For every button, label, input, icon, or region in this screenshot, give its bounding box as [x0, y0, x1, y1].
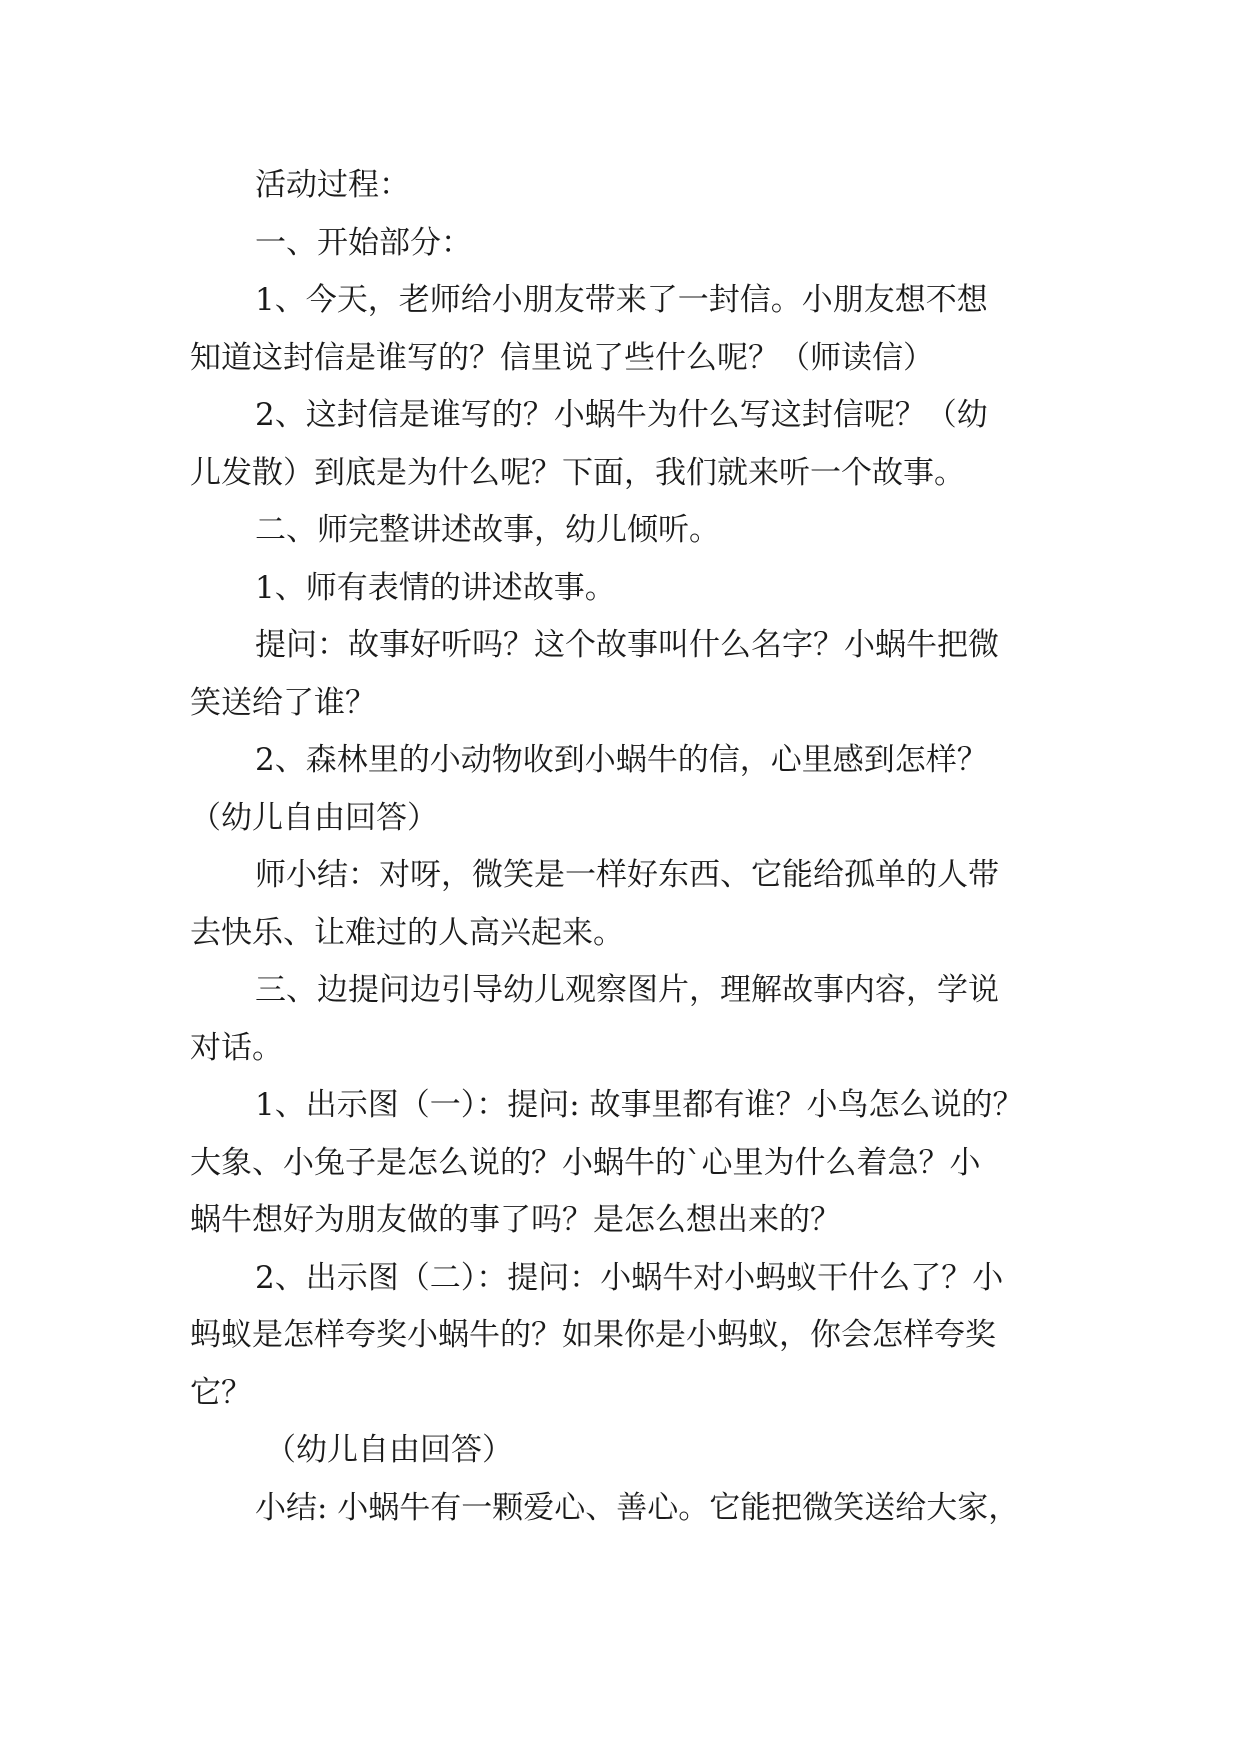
paragraph-line: 儿发散）到底是为什么呢？下面，我们就来听一个故事。	[190, 454, 965, 491]
paragraph	[190, 272, 1050, 387]
paragraph-line: 对话。	[190, 1029, 283, 1066]
paragraph	[190, 502, 1050, 560]
paragraph-line: 一、开始部分：	[255, 224, 472, 261]
paragraph	[190, 1422, 1050, 1480]
paragraph	[190, 617, 1050, 732]
paragraph-line: 蜗牛想好为朋友做的事了吗？是怎么想出来的？	[190, 1202, 841, 1238]
paragraph-line: 小结: 小蜗牛有一颗爱心、善心。它能把微笑送给大家，	[255, 1489, 1020, 1526]
paragraph-line: 1、今天，老师给小朋友带来了一封信。小朋友想不想	[255, 282, 988, 318]
paragraph-line: 去快乐、让难过的人高兴起来。	[190, 914, 624, 951]
paragraph-line: 1、师有表情的讲述故事。	[255, 569, 616, 606]
paragraph	[190, 1480, 1050, 1538]
paragraph-line: 三、边提问边引导幼儿观察图片，理解故事内容，学说	[255, 972, 999, 1008]
paragraph	[190, 847, 1050, 962]
paragraph	[190, 732, 1050, 847]
paragraph-line: 提问：故事好听吗？这个故事叫什么名字？小蜗牛把微	[255, 627, 999, 663]
paragraph	[190, 387, 1050, 502]
paragraph-line: 蚂蚁是怎样夸奖小蜗牛的？如果你是小蚂蚁，你会怎样夸奖	[190, 1317, 996, 1353]
paragraph	[190, 560, 1050, 618]
paragraph-line: 2、这封信是谁写的？小蜗牛为什么写这封信呢？（幼	[255, 397, 988, 433]
paragraph-line: 1、出示图（一）：提问: 故事里都有谁？小鸟怎么说的？	[255, 1087, 1024, 1123]
paragraph-line: 它？	[190, 1374, 252, 1411]
paragraph-line: 大象、小兔子是怎么说的？小蜗牛的`心里为什么着急？小	[190, 1144, 981, 1181]
paragraph-line: 2、出示图（二）：提问：小蜗牛对小蚂蚁干什么了？小	[255, 1259, 1004, 1296]
paragraph	[190, 962, 1050, 1077]
paragraph	[190, 1250, 1050, 1423]
paragraph-line: （幼儿自由回答）	[190, 799, 438, 836]
paragraph	[190, 215, 1050, 273]
paragraph-line: 师小结：对呀，微笑是一样好东西、它能给孤单的人带	[255, 857, 999, 893]
paragraph-line: （幼儿自由回答）	[265, 1432, 513, 1468]
paragraph-line: 活动过程：	[255, 167, 410, 203]
paragraph-line: 知道这封信是谁写的？信里说了些什么呢？（师读信）	[190, 339, 934, 376]
document-body	[190, 157, 1050, 1537]
paragraph-line: 二、师完整讲述故事，幼儿倾听。	[255, 512, 720, 548]
paragraph-line: 笑送给了谁？	[190, 684, 376, 721]
paragraph-line: 2、森林里的小动物收到小蜗牛的信，心里感到怎样？	[255, 742, 988, 778]
paragraph	[190, 1077, 1050, 1250]
paragraph	[190, 157, 1050, 215]
